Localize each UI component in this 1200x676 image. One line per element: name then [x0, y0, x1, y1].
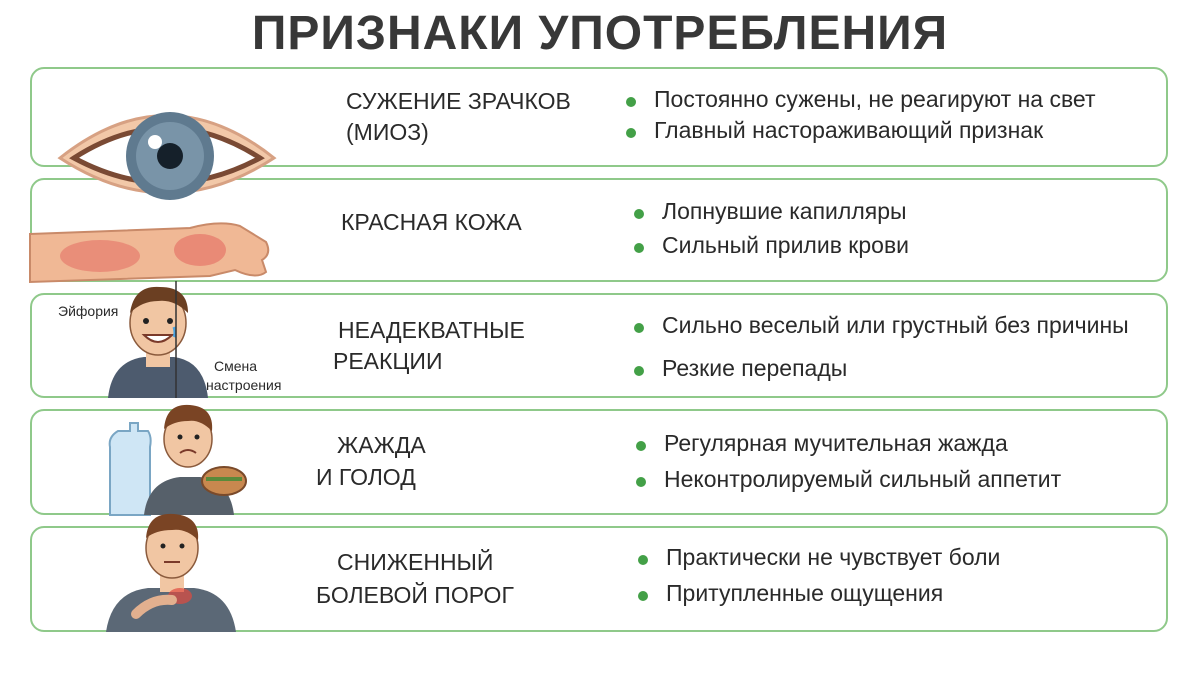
heading-pain-line2: БОЛЕВОЙ ПОРОГ — [316, 582, 514, 608]
heading-red-skin: КРАСНАЯ КОЖА — [341, 209, 522, 235]
bullet-item: Практически не чувствует боли — [638, 544, 1000, 571]
bullet-item: Притупленные ощущения — [638, 580, 1000, 607]
mood-change-caption-line1: Смена — [214, 358, 258, 374]
pain-threshold-icon — [106, 510, 236, 632]
bullet-list-red-skin — [634, 198, 909, 259]
bullet-item: Постоянно сужены, не реагируют на свет — [626, 86, 1095, 113]
bullet-item: Резкие перепады — [634, 355, 1129, 382]
heading-thirst-line2: И ГОЛОД — [316, 464, 416, 490]
bullet-item: Сильно веселый или грустный без причины — [634, 312, 1129, 339]
euphoria-caption: Эйфория — [58, 303, 119, 319]
bullet-list-pain — [638, 544, 1000, 607]
bullet-item: Регулярная мучительная жажда — [636, 430, 1061, 457]
bullet-item: Лопнувшие капилляры — [634, 198, 909, 225]
mood-change-caption-line2: настроения — [206, 377, 282, 393]
thirst-hunger-icon — [100, 397, 250, 515]
bullet-item: Главный настораживающий признак — [626, 117, 1095, 144]
heading-pain-line1: СНИЖЕННЫЙ — [337, 549, 494, 575]
bullet-item: Сильный прилив крови — [634, 232, 909, 259]
heading-reactions-line2: РЕАКЦИИ — [333, 348, 443, 374]
bullet-list-miosis — [626, 86, 1095, 144]
bullet-item: Неконтролируемый сильный аппетит — [636, 466, 1061, 493]
bullet-list-reactions — [634, 312, 1129, 382]
page-title: ПРИЗНАКИ УПОТРЕБЛЕНИЯ — [251, 7, 949, 60]
heading-thirst-line1: ЖАЖДА — [337, 432, 426, 458]
heading-reactions-line1: НЕАДЕКВАТНЫЕ — [338, 317, 525, 343]
bullet-list-thirst-hunger — [636, 430, 1061, 493]
eye-icon — [52, 78, 282, 223]
red-skin-arm-icon — [30, 214, 275, 286]
mood-swing-face-icon — [104, 281, 212, 398]
heading-miosis-line2: (МИОЗ) — [346, 119, 429, 145]
heading-miosis-line1: СУЖЕНИЕ ЗРАЧКОВ — [346, 88, 571, 114]
